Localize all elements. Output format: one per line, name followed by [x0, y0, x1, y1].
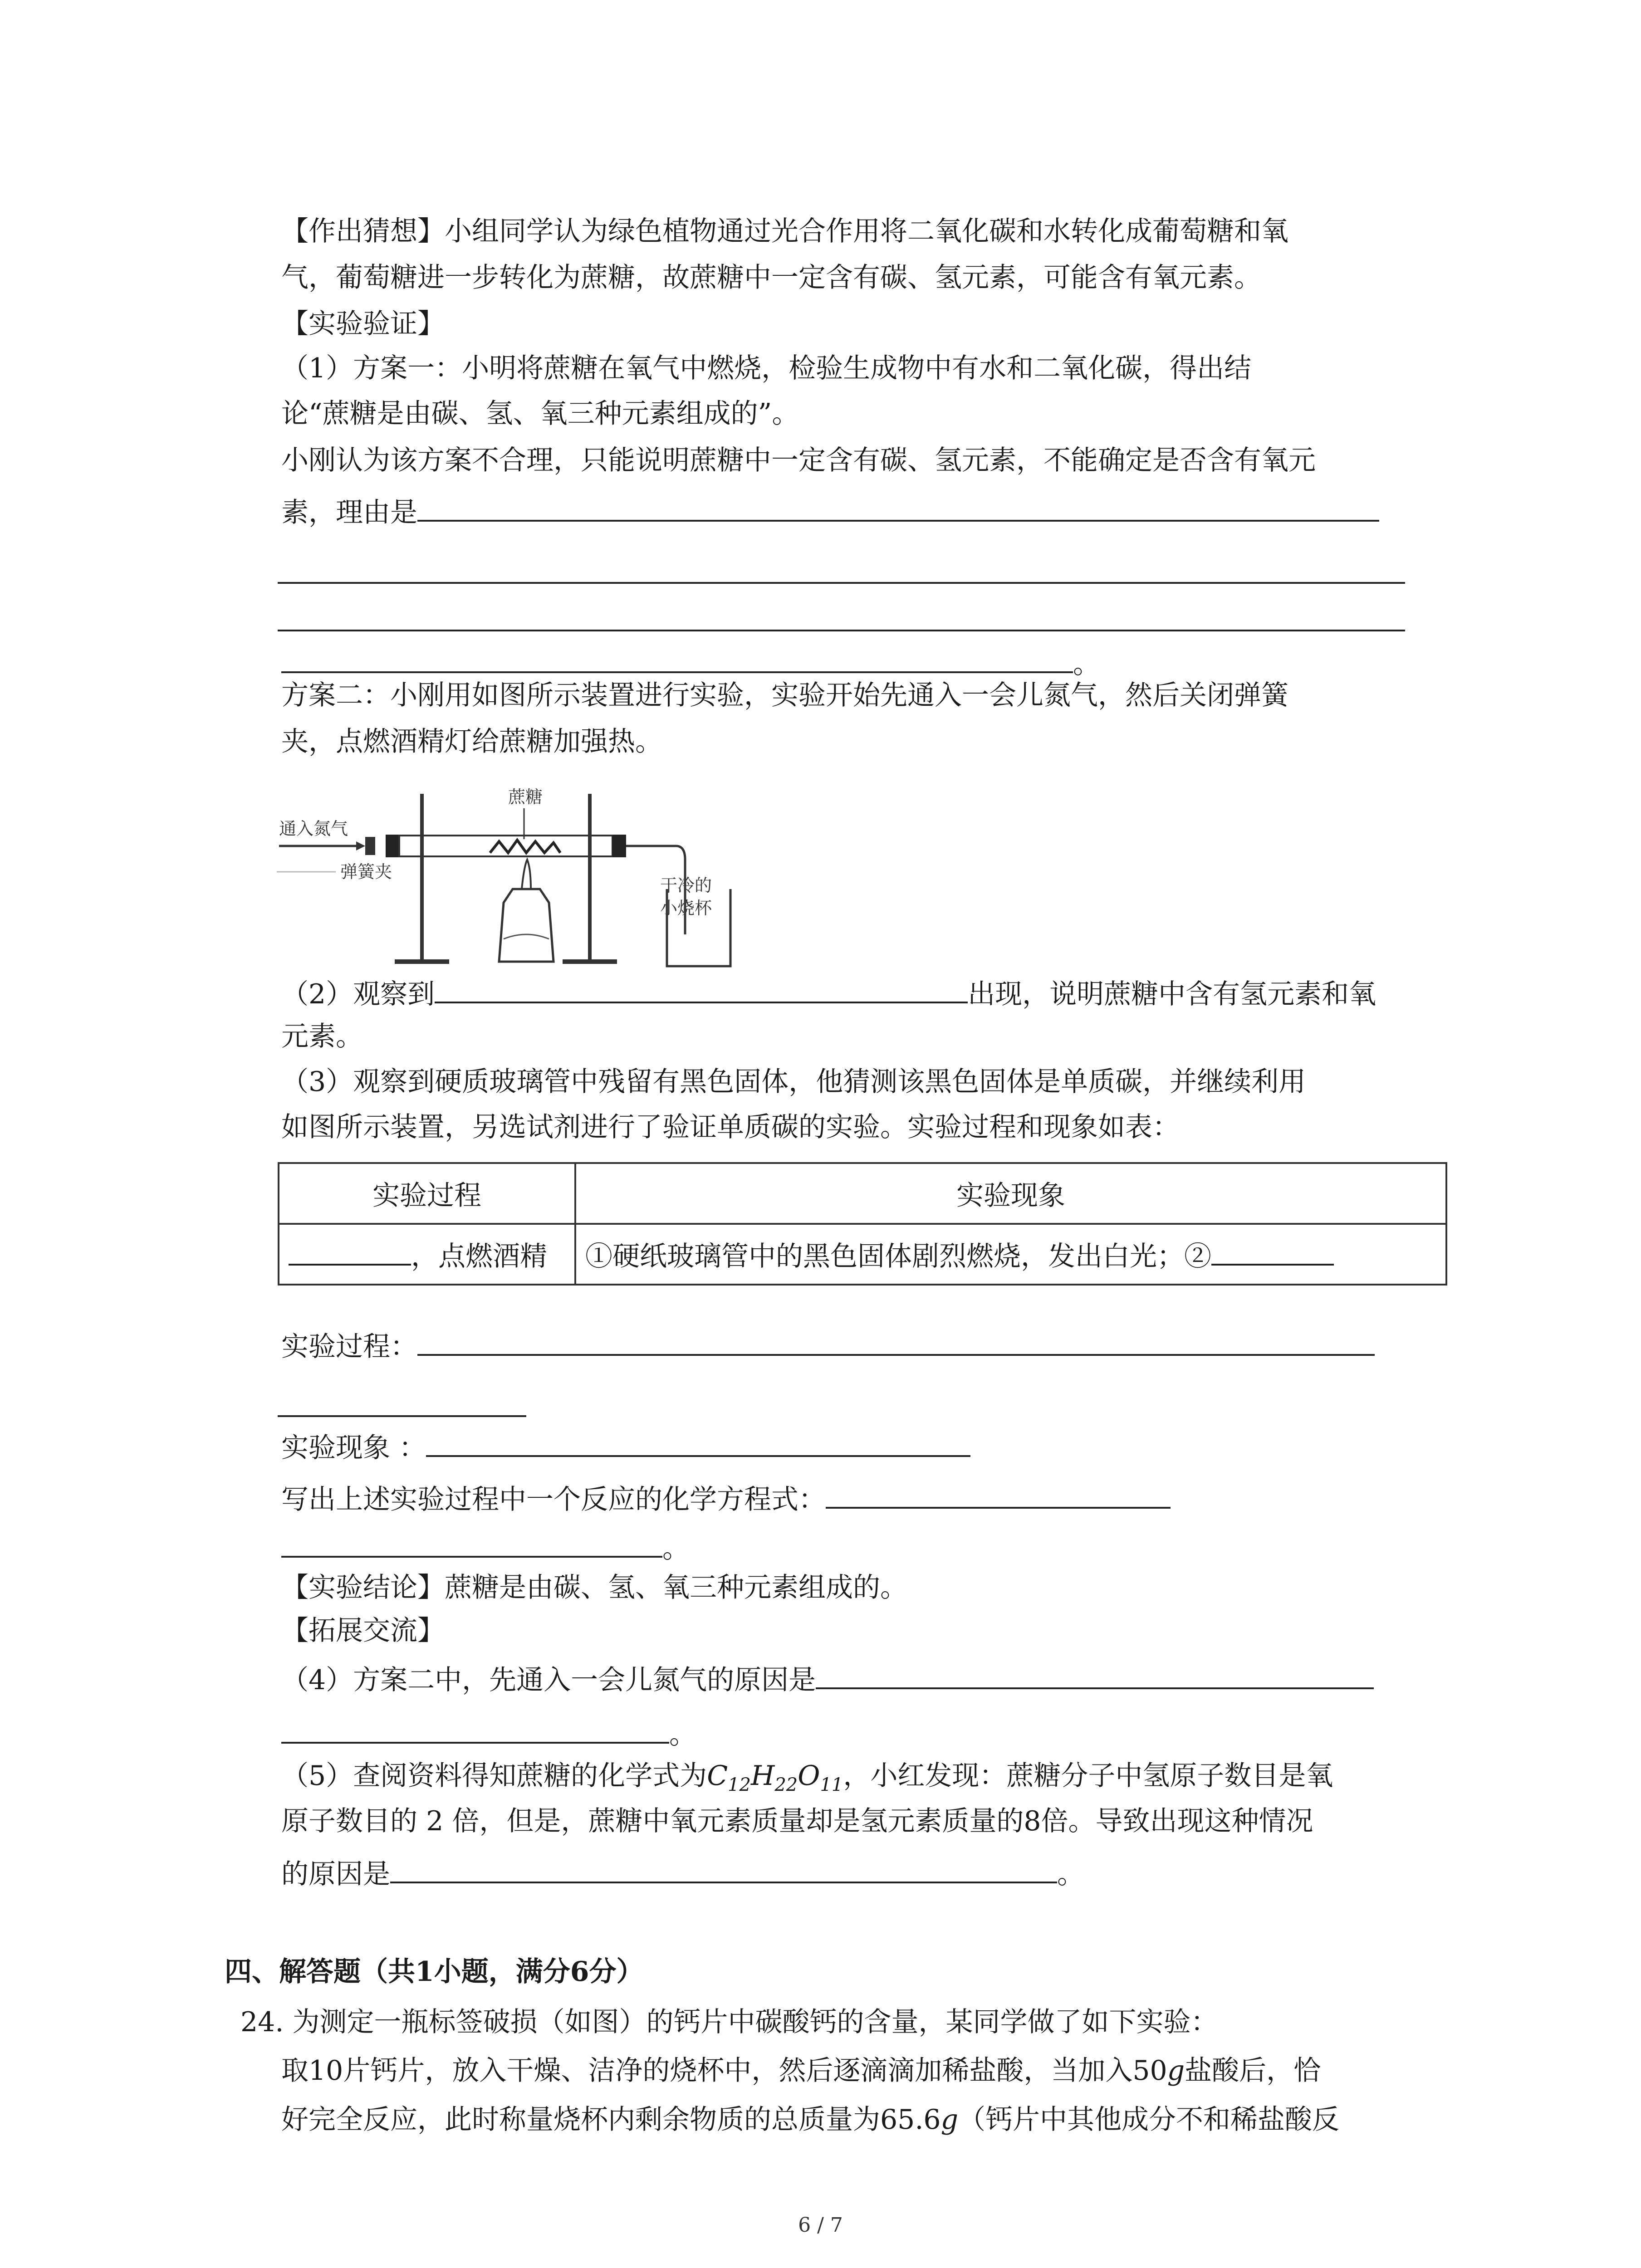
text-line — [281, 974, 1376, 1012]
text-line: 【拓展交流】 — [281, 1615, 445, 1647]
text-line — [281, 1428, 970, 1466]
answer-line[interactable] — [278, 630, 1405, 631]
text-line: 如图所示装置，另选试剂进行了验证单质碳的实验。实验过程和现象如表： — [281, 1111, 1180, 1143]
flame-icon — [522, 860, 531, 889]
formula-intro: （5）查阅资料得知蔗糖的化学式为 — [281, 1760, 707, 1792]
reason-label: （4）方案二中，先通入一会儿氮气的原因是 — [281, 1664, 816, 1696]
text-line: 原子数目的 2 倍，但是，蔗糖中氧元素质量却是氢元素质量的8倍。导致出现这种情况 — [281, 1805, 1313, 1837]
text-line — [281, 2053, 1321, 2089]
process-label: 实验过程： — [281, 1331, 417, 1363]
q24-text: （钙片中其他成分不和稀盐酸反 — [958, 2104, 1340, 2136]
text-line: 论“蔗糖是由碳、氢、氧三种元素组成的”。 — [281, 398, 799, 430]
text-line — [281, 1854, 1084, 1892]
label-clamp: 弹簧夹 — [340, 863, 392, 882]
period: 。 — [662, 1533, 690, 1564]
apparatus-figure — [277, 785, 798, 980]
label-sucrose: 蔗糖 — [508, 788, 543, 807]
answer-blank[interactable] — [281, 1715, 669, 1744]
section-heading: 四、解答题（共1小题，满分6分） — [225, 1956, 644, 1988]
answer-blank[interactable] — [281, 1529, 662, 1558]
answer-blank[interactable] — [289, 1237, 411, 1266]
answer-blank[interactable] — [281, 644, 1073, 673]
observe-suffix: 出现，说明蔗糖中含有氢元素和氧 — [968, 978, 1376, 1010]
answer-line[interactable] — [278, 1415, 526, 1417]
text-line — [281, 1480, 1171, 1518]
header-phenomenon: 实验现象 — [575, 1163, 1446, 1224]
answer-blank[interactable] — [417, 1327, 1375, 1356]
phenomenon-text: ①硬纸玻璃管中的黑色固体剧烈燃烧，发出白光；② — [585, 1241, 1211, 1272]
text-line: 小刚认为该方案不合理，只能说明蔗糖中一定含有碳、氢元素，不能确定是否含有氧元 — [281, 445, 1316, 476]
text-line: （1）方案一：小明将蔗糖在氧气中燃烧，检验生成物中有水和二氧化碳，得出结 — [281, 352, 1252, 384]
label-beaker: 干冷的 — [660, 876, 712, 895]
label-beaker-2: 小烧杯 — [660, 899, 712, 918]
answer-blank[interactable] — [390, 1854, 1057, 1883]
text-line — [281, 1758, 1333, 1803]
question-24: 24. 为测定一瓶标签破损（如图）的钙片中碳酸钙的含量，某同学做了如下实验： — [240, 2006, 1218, 2038]
table-header-row — [279, 1163, 1446, 1224]
answer-blank[interactable] — [435, 974, 968, 1003]
q24-text: 取10片钙片，放入干燥、洁净的烧杯中，然后逐滴滴加稀盐酸，当加入50 — [281, 2055, 1167, 2087]
process-suffix: ，点燃酒精 — [411, 1241, 547, 1272]
equation-label: 写出上述实验过程中一个反应的化学方程式： — [281, 1484, 826, 1515]
answer-blank[interactable] — [426, 1428, 970, 1457]
text-line: 夹，点燃酒精灯给蔗糖加强热。 — [281, 726, 662, 758]
text-line — [281, 1529, 690, 1567]
text-line — [281, 2102, 1339, 2138]
period: 。 — [1073, 648, 1100, 680]
unit: g — [941, 2104, 959, 2136]
text-line: 【实验验证】 — [281, 308, 445, 340]
text-line — [281, 644, 1100, 682]
sucrose-sample — [490, 840, 560, 853]
cell-phenomenon — [575, 1224, 1446, 1285]
answer-blank[interactable] — [1211, 1237, 1334, 1266]
text-line: （3）观察到硬质玻璃管中残留有黑色固体，他猜测该黑色固体是单质碳，并继续利用 — [281, 1066, 1306, 1098]
answer-blank[interactable] — [826, 1480, 1171, 1509]
text-line — [281, 1715, 696, 1753]
observe-label: （2）观察到 — [281, 978, 435, 1010]
q24-text: 盐酸后，恰 — [1185, 2055, 1321, 2087]
reason-label: 素，理由是 — [281, 497, 417, 528]
table-row — [279, 1224, 1446, 1285]
arrow-head-icon — [356, 841, 365, 850]
period: 。 — [669, 1719, 696, 1750]
text-line: 【实验结论】蔗糖是由碳、氢、氧三种元素组成的。 — [281, 1572, 907, 1603]
formula-suffix: ，小红发现：蔗糖分子中氢原子数目是氧 — [843, 1760, 1333, 1792]
reason-label: 的原因是 — [281, 1858, 390, 1890]
text-line: 方案二：小刚用如图所示装置进行实验，实验开始先通入一会儿氮气，然后关闭弹簧 — [281, 679, 1288, 711]
experiment-table — [278, 1162, 1447, 1286]
period: 。 — [1057, 1858, 1084, 1890]
phenomenon-label: 实验现象 ： — [281, 1432, 426, 1464]
lamp-liquid — [504, 934, 549, 939]
text-line: 【作出猜想】小组同学认为绿色植物通过光合作用将二氧化碳和水转化成葡萄糖和氧 — [281, 215, 1288, 247]
answer-blank[interactable] — [816, 1660, 1374, 1689]
chemical-formula: $C_{12}H_{22}O_{11}$ — [707, 1760, 843, 1795]
stopper-right — [612, 835, 626, 857]
header-process: 实验过程 — [279, 1163, 575, 1224]
text-line — [281, 1327, 1375, 1365]
answer-blank[interactable] — [417, 493, 1379, 522]
page-number: 6 / 7 — [798, 2214, 843, 2237]
label-nitrogen: 通入氮气 — [279, 820, 348, 839]
stopper-left — [386, 835, 399, 857]
text-line — [281, 493, 1379, 531]
text-line — [281, 1660, 1374, 1698]
unit: g — [1167, 2055, 1185, 2087]
q24-text: 好完全反应，此时称量烧杯内剩余物质的总质量为65.6 — [281, 2104, 941, 2136]
answer-line[interactable] — [278, 582, 1405, 584]
alcohol-lamp — [499, 889, 554, 962]
text-line: 气，葡萄糖进一步转化为蔗糖，故蔗糖中一定含有碳、氢元素，可能含有氧元素。 — [281, 262, 1261, 293]
cell-process — [279, 1224, 575, 1285]
text-line: 元素。 — [281, 1021, 363, 1052]
glass-tube — [399, 836, 612, 856]
clamp-icon — [365, 837, 375, 855]
